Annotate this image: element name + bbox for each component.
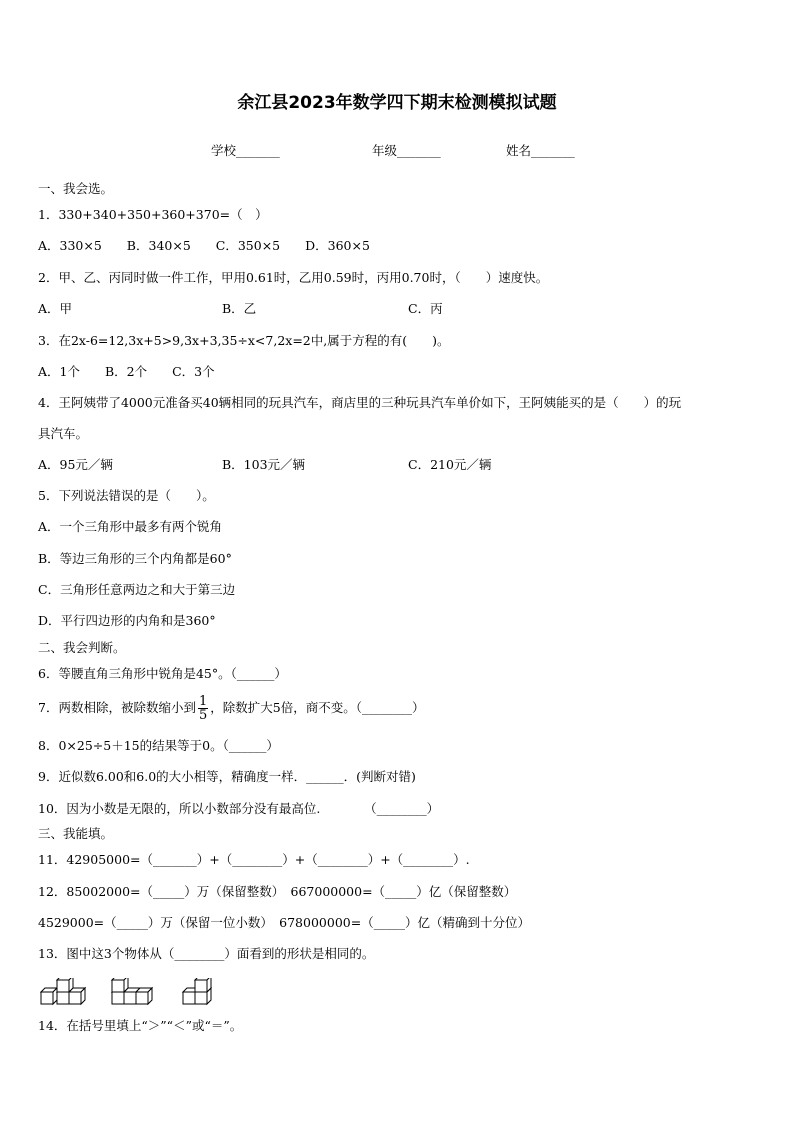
question-4-line-1: 4．王阿姨带了4000元准备买40辆相同的玩具汽车，商店里的三种玩具汽车单价如下，王阿姨能买的是（ ）的玩	[38, 395, 682, 410]
question-14: 14．在括号里填上“＞”“＜”或“＝”。	[38, 1018, 243, 1033]
question-2-option-c: C．丙	[408, 301, 443, 316]
question-5-option-b: B．等边三角形的三个内角都是60°	[38, 551, 232, 566]
cube-figures	[40, 978, 232, 1012]
fraction	[198, 695, 208, 722]
question-3-options: A．1个 B．2个 C．3个	[38, 364, 215, 379]
question-2: 2．甲、乙、丙同时做一件工作，甲用0.61时，乙用0.59时，丙用0.70时，（ ）速度快。	[38, 270, 549, 285]
question-6: 6．等腰直角三角形中锐角是45°。（______）	[38, 666, 287, 681]
question-12-line-2: 4529000=（_____）万（保留一位小数） 678000000=（_____）亿（精确到十分位）	[38, 915, 530, 930]
question-13: 13．图中这3个物体从（________）面看到的形状是相同的。	[38, 946, 375, 961]
question-8: 8．0×25÷5＋15的结果等于0。（______）	[38, 738, 279, 753]
page-title: 余江县2023年数学四下期末检测模拟试题	[237, 93, 557, 113]
question-9: 9．近似数6.00和6.0的大小相等，精确度一样．______．(判断对错)	[38, 769, 416, 784]
cube-figure-1	[40, 978, 96, 1008]
section-2-heading: 二、我会判断。	[38, 640, 126, 655]
fraction-denominator: 5	[198, 708, 208, 723]
question-1-options: A．330×5 B．340×5 C．350×5 D．360×5	[38, 238, 370, 253]
question-5-option-a: A．一个三角形中最多有两个锐角	[38, 519, 223, 534]
question-2-option-a: A．甲	[38, 301, 73, 316]
question-7	[38, 693, 424, 723]
cube-figure-2	[111, 978, 167, 1008]
school-field: 学校_______	[211, 143, 280, 158]
cube-figure-3	[182, 978, 222, 1008]
section-3-heading: 三、我能填。	[38, 826, 114, 841]
name-field: 姓名_______	[506, 143, 575, 158]
question-5-option-c: C．三角形任意两边之和大于第三边	[38, 582, 236, 597]
question-12-line-1: 12．85002000=（_____）万（保留整数） 667000000=（_____）亿（保留整数）	[38, 884, 517, 899]
question-4-line-2: 具汽车。	[38, 426, 89, 441]
question-3: 3．在2x-6=12,3x+5>9,3x+3,35÷x<7,2x=2中,属于方程的有( )。	[38, 333, 450, 348]
question-5: 5．下列说法错误的是（ ）。	[38, 488, 215, 503]
section-1-heading: 一、我会选。	[38, 181, 114, 196]
grade-field: 年级_______	[372, 143, 441, 158]
question-1: 1．330+340+350+360+370=（ ）	[38, 207, 268, 222]
question-4-option-b: B．103元／辆	[222, 457, 306, 472]
question-10: 10．因为小数是无限的，所以小数部分没有最高位. （________）	[38, 801, 440, 816]
question-7-prefix: 7．两数相除，被除数缩小到	[38, 700, 196, 715]
question-5-option-d: D．平行四边形的内角和是360°	[38, 613, 216, 628]
question-4-option-a: A．95元／辆	[38, 457, 113, 472]
question-4-option-c: C．210元／辆	[408, 457, 492, 472]
question-2-option-b: B．乙	[222, 301, 257, 316]
fraction-numerator: 1	[198, 694, 208, 709]
question-7-suffix: ，除数扩大5倍，商不变。（________）	[210, 700, 425, 715]
question-11: 11．42905000=（_______）+（________）+（________）+（________）.	[38, 852, 470, 867]
